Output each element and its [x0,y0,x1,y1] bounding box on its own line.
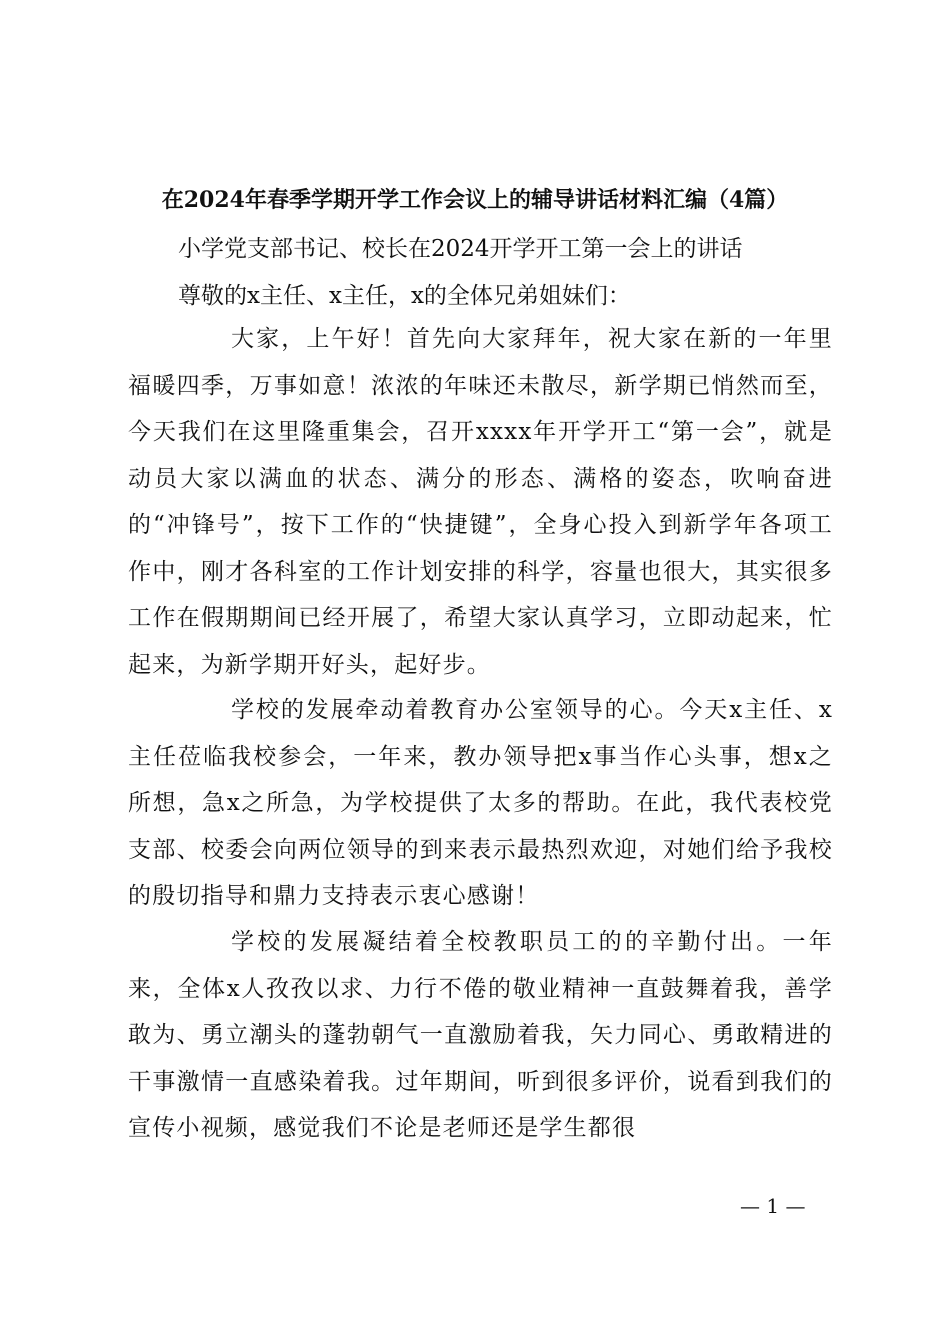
paragraph-1: 大家，上午好！首先向大家拜年，祝大家在新的一年里福暖四季，万事如意！浓浓的年味还未散尽，新学期已悄然而至，今天我们在这里隆重集会，召开xxxx年开学开工“第一会”，就是动员大家以满血的状态、满分的形态、满格的姿态，吹响奋进的“冲锋号”，按下工作的“快捷键”，全身心投入到新学年各项工作中，刚才各科室的工作计划安排的科学，容量也很大，其实很多工作在假期期间已经开展了，希望大家认真学习，立即动起来，忙起来，为新学期开好头，起好步。 [128,326,833,678]
paragraph-3: 学校的发展凝结着全校教职员工的的辛勤付出。一年来，全体x人孜孜以求、力行不倦的敬业精神一直鼓舞着我，善学敢为、勇立潮头的蓬勃朝气一直激励着我，矢力同心、勇敢精进的干事激情一直感染着我。过年期间，听到很多评价，说看到我们的宣传小视频，感觉我们不论是老师还是学生都很 [128,929,833,1141]
document-title: 在2024年春季学期开学工作会议上的辅导讲话材料汇编（4篇） [161,187,789,213]
document-subtitle: 小学党支部书记、校长在2024开学开工第一会上的讲话 [178,236,743,262]
page-number: — 1 — [740,1194,806,1218]
paragraph-2: 学校的发展牵动着教育办公室领导的心。今天x主任、x主任莅临我校参会，一年来，教办领导把x事当作心头事，想x之所想，急x之所急，为学校提供了太多的帮助。在此，我代表校党支部、校委会向两位领导的到来表示最热烈欢迎，对她们给予我校的殷切指导和鼎力支持表示衷心感谢！ [128,697,833,909]
salutation: 尊敬的x主任、x主任，x的全体兄弟姐妹们： [178,283,631,309]
